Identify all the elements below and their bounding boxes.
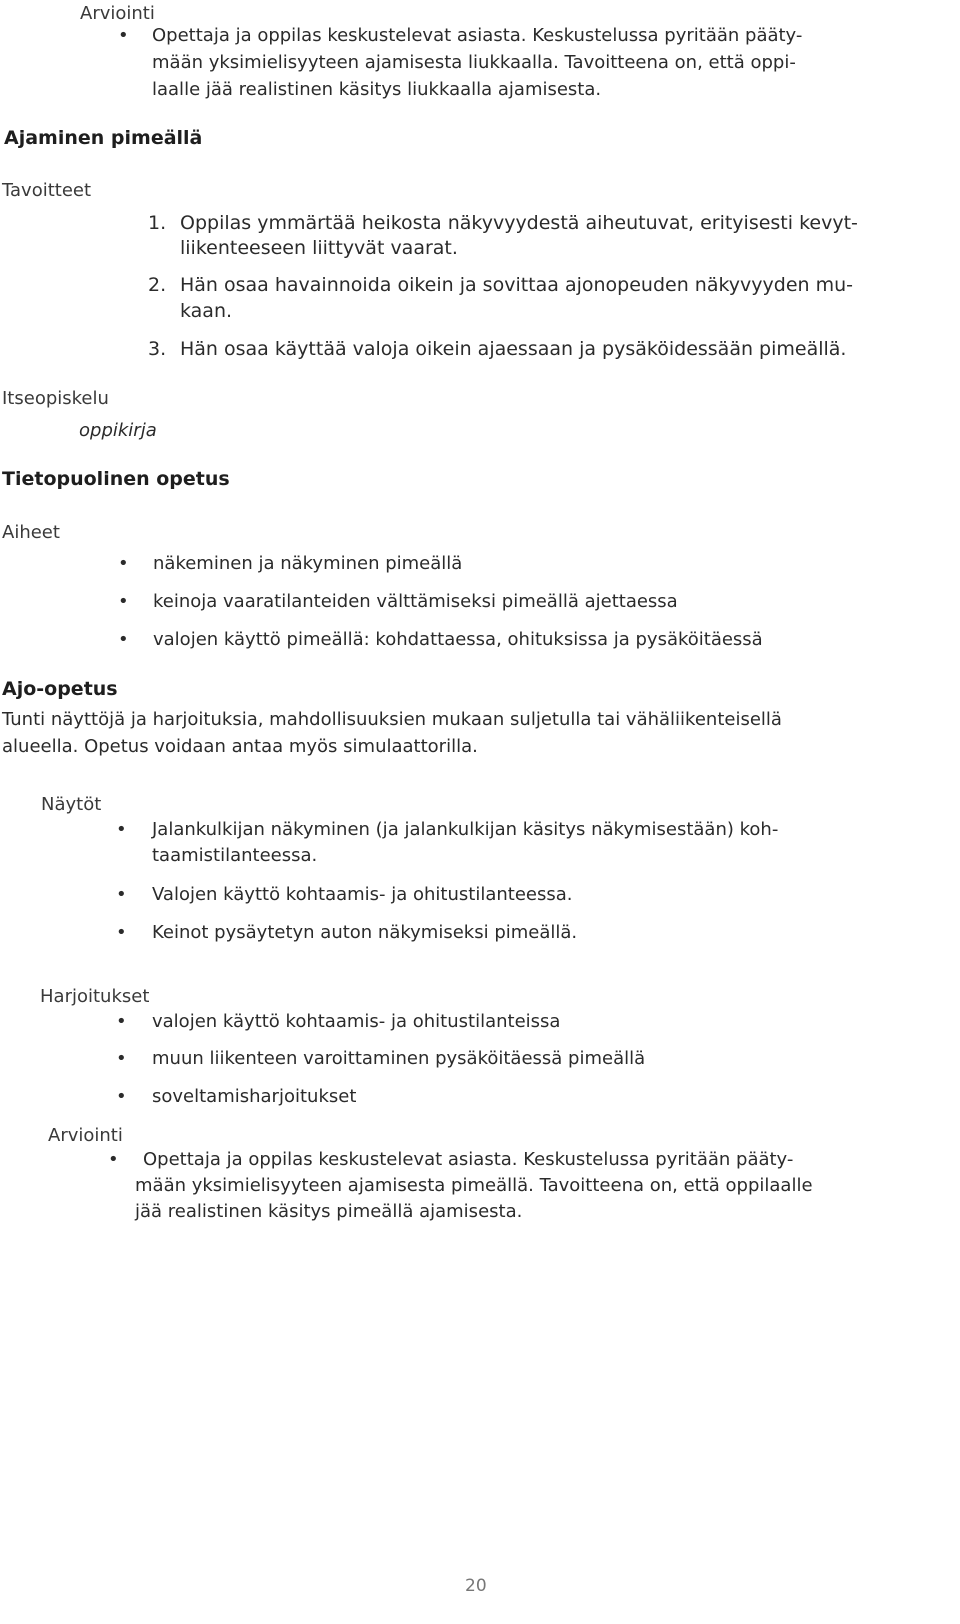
naytot-label: Näytöt	[41, 794, 102, 815]
bullet-icon: •	[118, 629, 129, 650]
bullet-icon: •	[118, 25, 129, 46]
list-item: valojen käyttö pimeällä: kohdattaessa, ohituksissa ja pysäköitäessä	[153, 629, 763, 650]
goal-line: Hän osaa käyttää valoja oikein ajaessaan ja pysäköidessään pimeällä.	[180, 338, 847, 360]
goal-number: 3.	[148, 338, 167, 360]
bullet-icon: •	[118, 591, 129, 612]
tavoitteet-label: Tavoitteet	[2, 180, 92, 201]
list-item: Keinot pysäytetyn auton näkymiseksi pimeällä.	[152, 922, 578, 943]
bullet-icon: •	[108, 1149, 119, 1170]
goal-line: Oppilas ymmärtää heikosta näkyvyydestä aiheutuvat, erityisesti kevyt-	[180, 212, 858, 234]
aiheet-label: Aiheet	[2, 522, 60, 543]
list-item: taamistilanteessa.	[152, 845, 318, 866]
arviointi-line-2: mään yksimielisyyteen ajamisesta pimeällä. Tavoitteena on, että oppilaalle	[135, 1175, 813, 1196]
arviointi-line-1: Opettaja ja oppilas keskustelevat asiasta. Keskustelussa pyritään pääty-	[143, 1149, 794, 1170]
arviointi-label-top: Arviointi	[80, 3, 155, 24]
arviointi-line-1: Opettaja ja oppilas keskustelevat asiasta. Keskustelussa pyritään pääty-	[152, 25, 803, 46]
section-title: Ajaminen pimeällä	[4, 127, 203, 149]
tietopuolinen-title: Tietopuolinen opetus	[2, 468, 230, 490]
bullet-icon: •	[116, 1048, 127, 1069]
goal-number: 2.	[148, 274, 167, 296]
list-item: muun liikenteen varoittaminen pysäköitäessä pimeällä	[152, 1048, 646, 1069]
ajo-opetus-title: Ajo-opetus	[2, 678, 118, 700]
bullet-icon: •	[116, 1011, 127, 1032]
arviointi-label-bottom: Arviointi	[48, 1125, 123, 1146]
page-number: 20	[465, 1576, 487, 1596]
goal-line: kaan.	[180, 300, 233, 322]
goal-line: Hän osaa havainnoida oikein ja sovittaa ajonopeuden näkyvyyden mu-	[180, 274, 854, 296]
arviointi-line-2: mään yksimielisyyteen ajamisesta liukkaalla. Tavoitteena on, että oppi-	[152, 52, 796, 73]
arviointi-line-3: jää realistinen käsitys pimeällä ajamisesta.	[135, 1201, 523, 1222]
ajo-opetus-line: alueella. Opetus voidaan antaa myös simulaattorilla.	[2, 736, 478, 757]
list-item: näkeminen ja näkyminen pimeällä	[153, 553, 463, 574]
ajo-opetus-line: Tunti näyttöjä ja harjoituksia, mahdollisuuksien mukaan suljetulla tai vähäliikenteisellä	[2, 709, 782, 730]
goal-number: 1.	[148, 212, 167, 234]
goal-line: liikenteeseen liittyvät vaarat.	[180, 237, 458, 259]
list-item: soveltamisharjoitukset	[152, 1086, 357, 1107]
list-item: Valojen käyttö kohtaamis- ja ohitustilanteessa.	[152, 884, 573, 905]
bullet-icon: •	[118, 553, 129, 574]
itseopiskelu-sub: oppikirja	[79, 420, 157, 441]
harjoitukset-label: Harjoitukset	[40, 986, 150, 1007]
itseopiskelu-label: Itseopiskelu	[2, 388, 109, 409]
bullet-icon: •	[116, 1086, 127, 1107]
arviointi-line-3: laalle jää realistinen käsitys liukkaalla ajamisesta.	[152, 79, 602, 100]
bullet-icon: •	[116, 819, 127, 840]
list-item: valojen käyttö kohtaamis- ja ohitustilanteissa	[152, 1011, 561, 1032]
bullet-icon: •	[116, 922, 127, 943]
list-item: Jalankulkijan näkyminen (ja jalankulkijan käsitys näkymisestään) koh-	[152, 819, 779, 840]
list-item: keinoja vaaratilanteiden välttämiseksi pimeällä ajettaessa	[153, 591, 678, 612]
bullet-icon: •	[116, 884, 127, 905]
